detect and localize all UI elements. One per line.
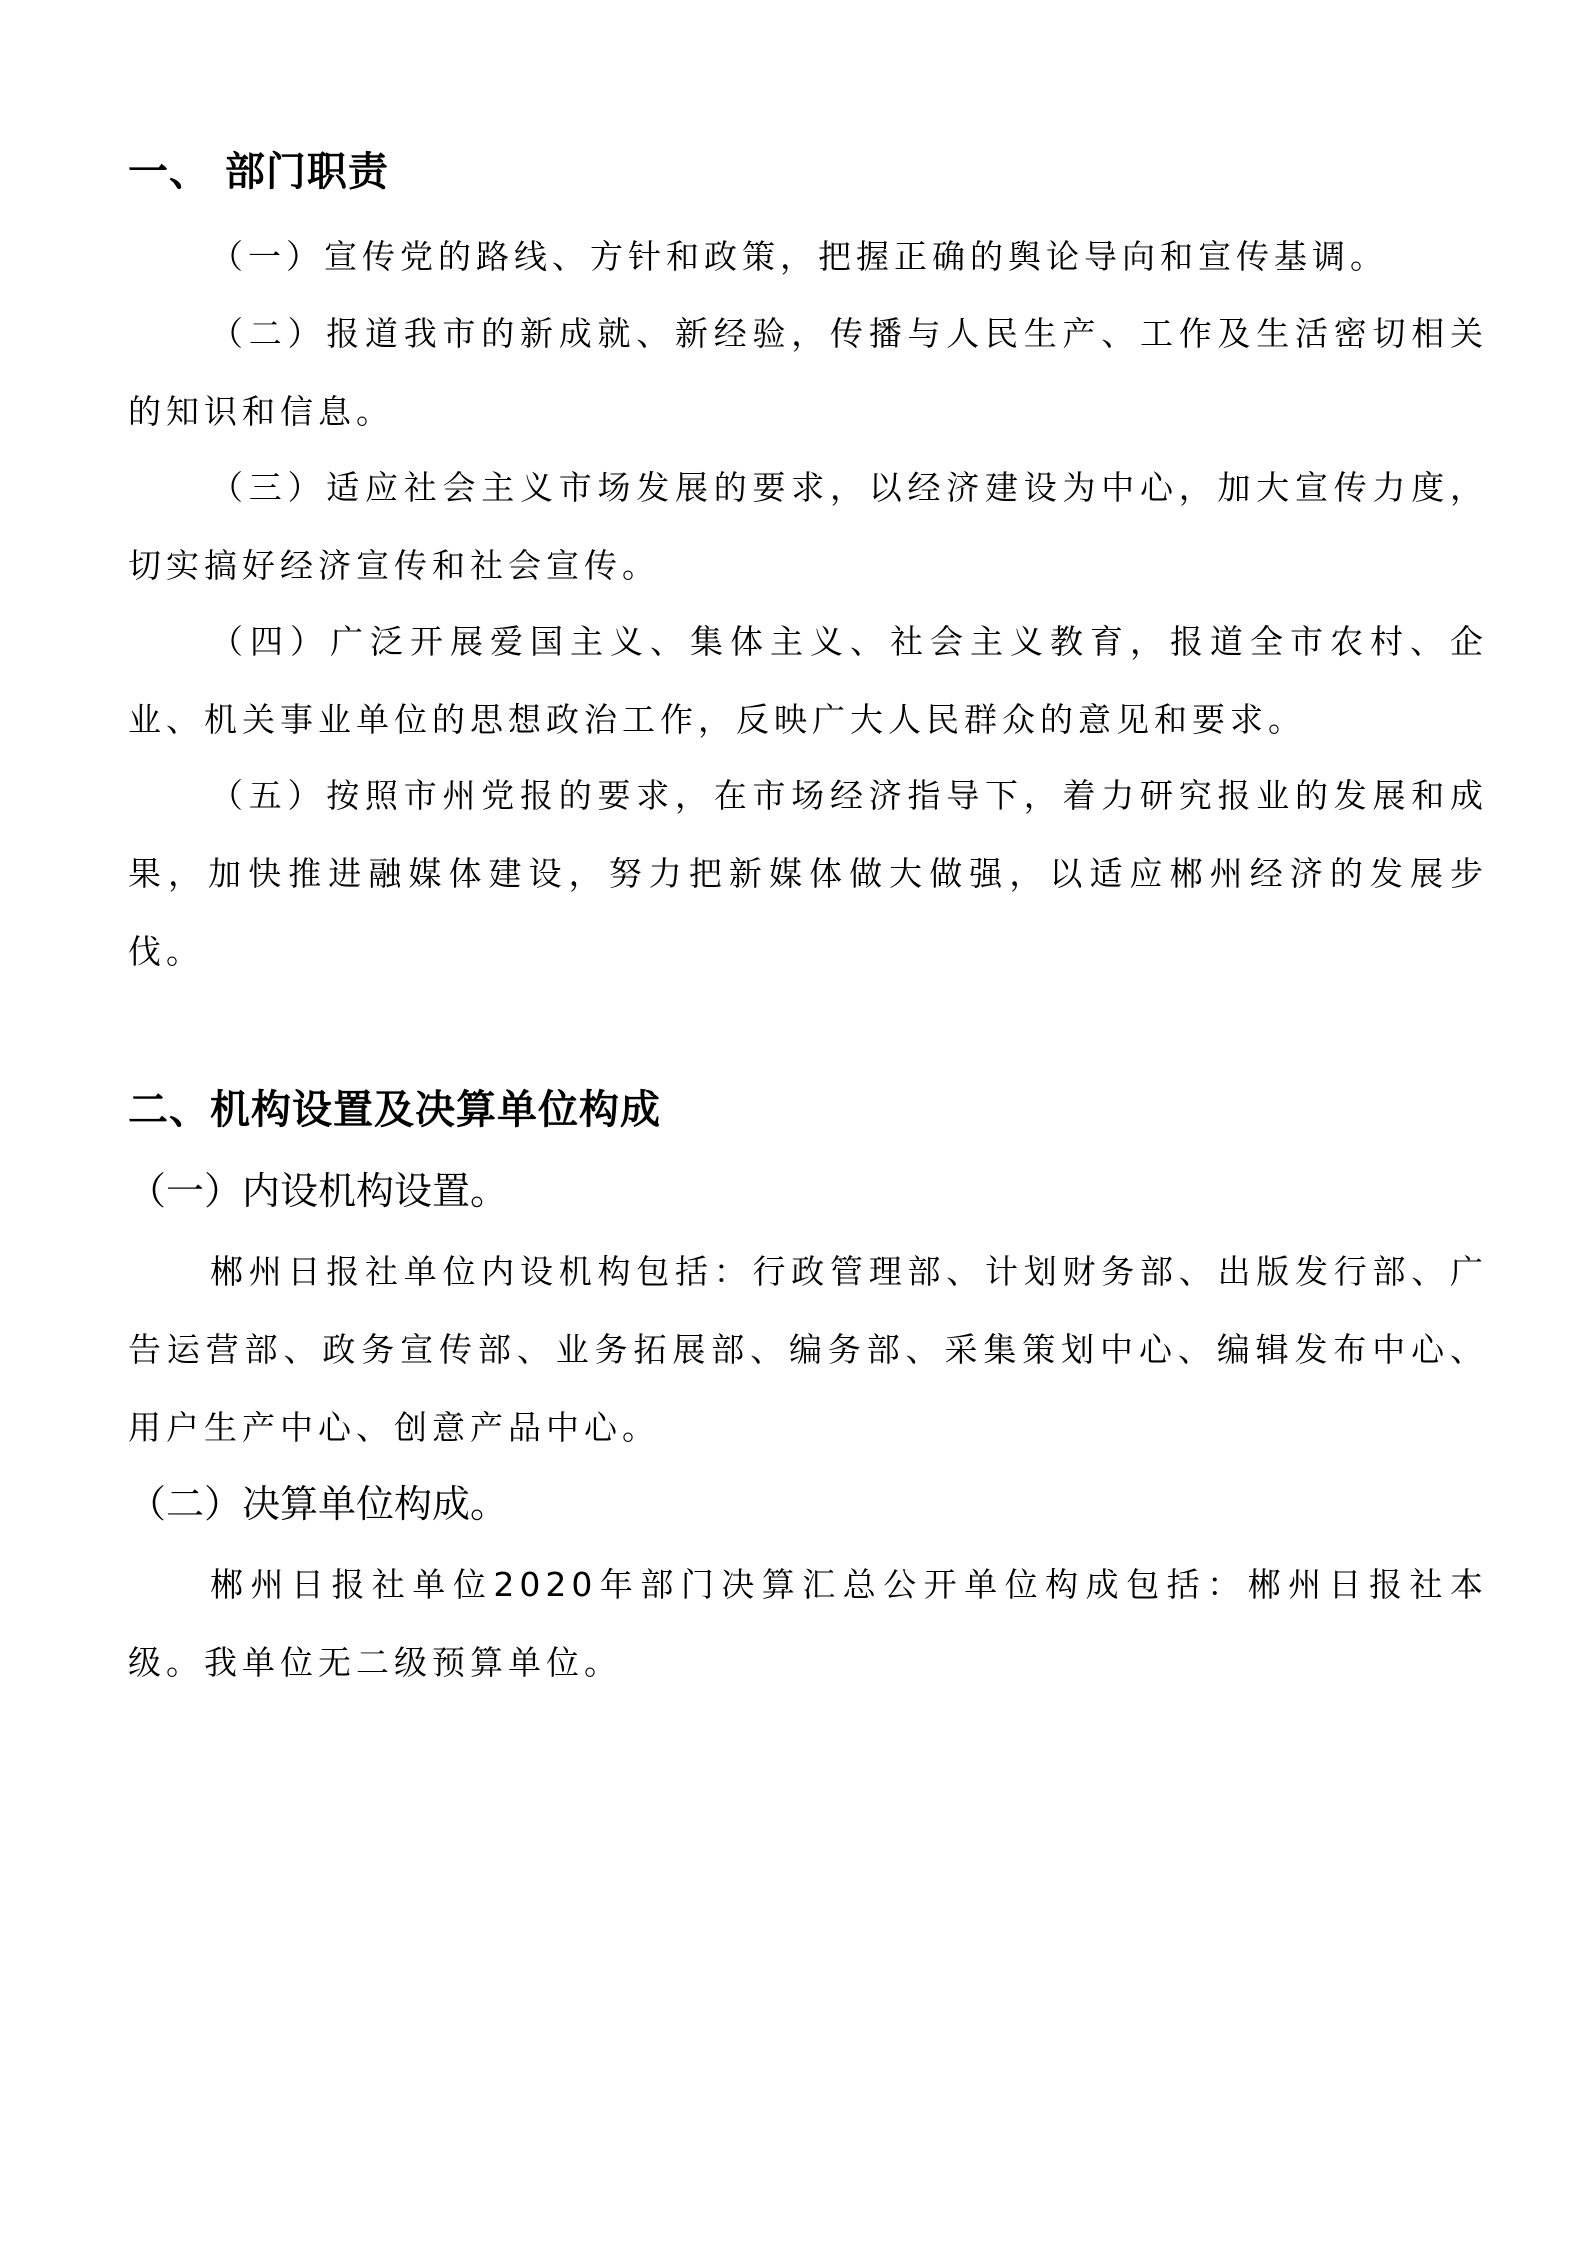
duty-item-3: （三）适应社会主义市场发展的要求，以经济建设为中心，加大宣传力度，切实搞好经济宣传和社会宣传。 <box>128 468 1488 585</box>
duty-item-5: （五）按照市州党报的要求，在市场经济指导下，着力研究报业的发展和成果，加快推进融媒体建设，努力把新媒体做大做强，以适应郴州经济的发展步伐。 <box>128 776 1488 971</box>
section-2-heading: 二、机构设置及决算单位构成 <box>128 1087 661 1133</box>
internal-structure-text: 郴州日报社单位内设机构包括：行政管理部、计划财务部、出版发行部、广告运营部、政务宣传部、业务拓展部、编务部、采集策划中心、编辑发布中心、用户生产中心、创意产品中心。 <box>128 1252 1488 1447</box>
subsection-internal-structure-heading: （一）内设机构设置。 <box>128 1169 509 1213</box>
duty-item-2: （二）报道我市的新成就、新经验，传播与人民生产、工作及生活密切相关的知识和信息。 <box>128 314 1488 431</box>
duty-item-4: （四）广泛开展爱国主义、集体主义、社会主义教育，报道全市农村、企业、机关事业单位的思想政治工作，反映广大人民群众的意见和要求。 <box>128 622 1488 739</box>
section-1-heading: 一、 部门职责 <box>128 149 389 195</box>
subsection-accounting-units-heading: （二）决算单位构成。 <box>128 1482 509 1526</box>
duty-item-1: （一）宣传党的路线、方针和政策，把握正确的舆论导向和宣传基调。 <box>210 237 1388 276</box>
accounting-units-text: 郴州日报社单位2020年部门决算汇总公开单位构成包括：郴州日报社本级。我单位无二级预算单位。 <box>128 1565 1488 1682</box>
